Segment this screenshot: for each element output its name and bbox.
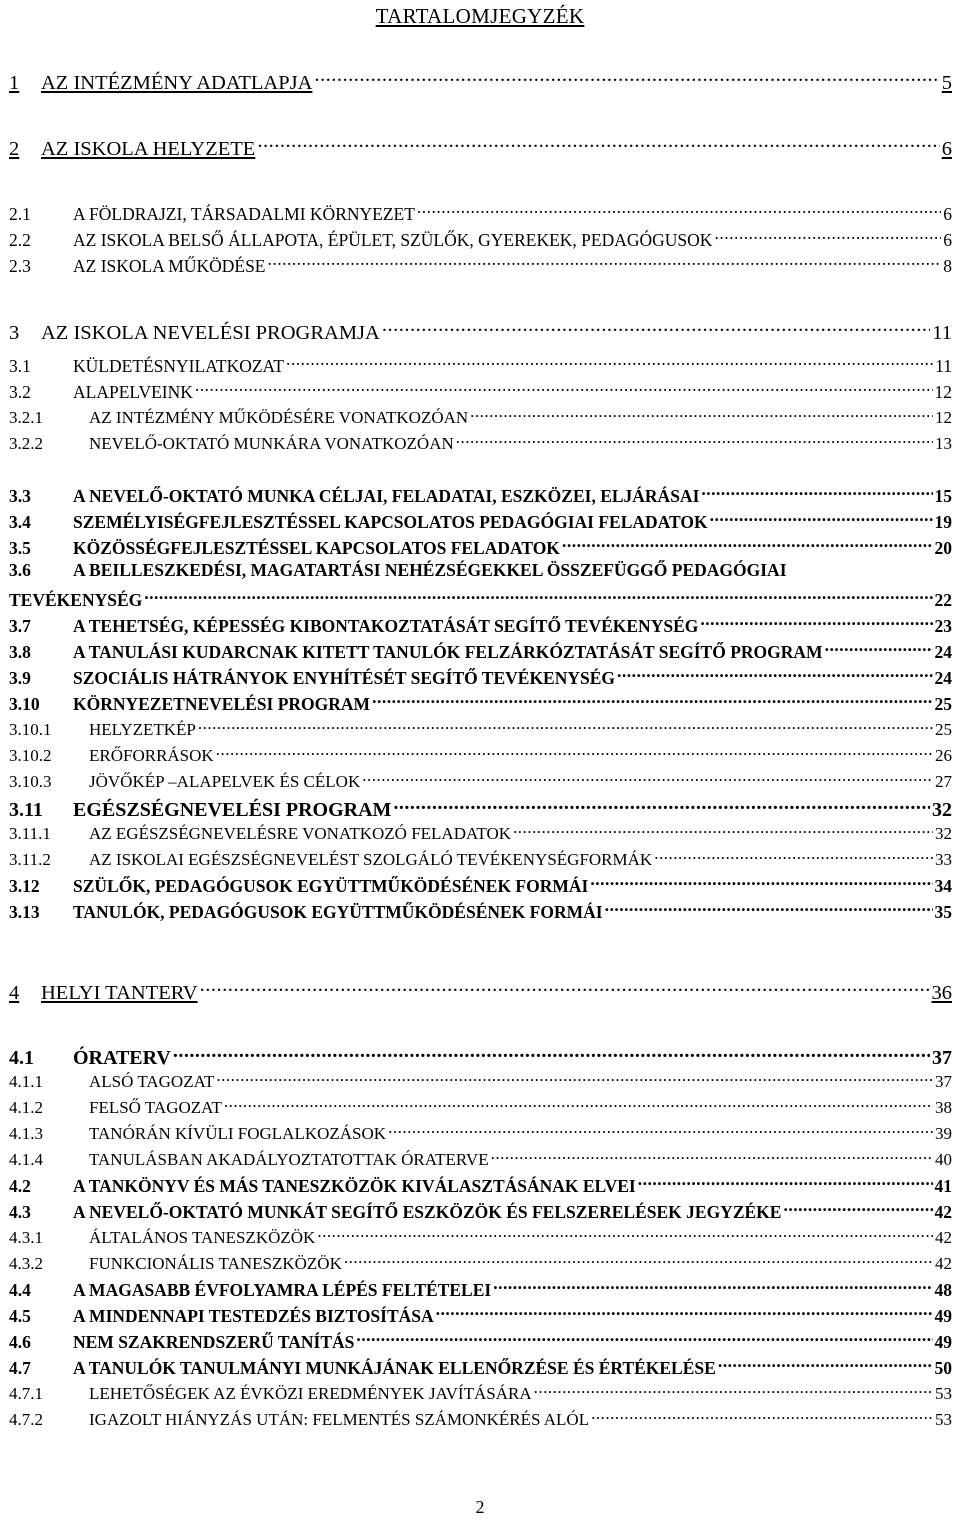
toc-entry-number: 3.6 xyxy=(9,560,31,580)
toc-entry-title: AZ ISKOLA HELYZETE xyxy=(41,137,256,160)
toc-entry-page: 49 xyxy=(934,1331,952,1352)
toc-entry-number: 4.6 xyxy=(9,1331,31,1352)
toc-entry-title: LEHETŐSÉGEK AZ ÉVKÖZI EREDMÉNYEK JAVÍTÁSÁRA xyxy=(89,1384,532,1403)
toc-entry[interactable] xyxy=(9,874,952,895)
toc-entry-number: 3.7 xyxy=(9,615,31,636)
dot-leader xyxy=(393,796,930,816)
toc-entry-title: A FÖLDRAJZI, TÁRSADALMI KÖRNYEZET xyxy=(73,203,415,224)
toc-entry[interactable] xyxy=(9,432,952,452)
toc-entry-number: 4.1.4 xyxy=(9,1150,43,1169)
toc-entry-page: 37 xyxy=(932,1047,952,1069)
toc-entry-title: HELYI TANTERV xyxy=(41,981,198,1004)
dot-leader xyxy=(825,640,933,658)
toc-entry-page: 8 xyxy=(943,255,952,276)
toc-entry-number: 2.2 xyxy=(9,229,31,250)
dot-leader xyxy=(783,1200,932,1218)
toc-entry[interactable] xyxy=(9,134,952,159)
dot-leader xyxy=(605,900,933,918)
toc-entry-title: A TANKÖNYV ÉS MÁS TANESZKÖZÖK KIVÁLASZTÁSÁNAK ELVEI xyxy=(73,1175,636,1196)
toc-entry-title: ALSÓ TAGOZAT xyxy=(89,1072,215,1091)
dot-leader xyxy=(388,1122,933,1139)
toc-entry-number: 3.13 xyxy=(9,901,40,922)
dot-leader xyxy=(513,822,933,839)
toc-entry-page: 24 xyxy=(934,641,952,662)
dot-leader xyxy=(317,1226,933,1243)
toc-entry[interactable] xyxy=(9,1408,952,1428)
toc-entry-title: A BEILLESZKEDÉSI, MAGATARTÁSI NEHÉZSÉGEKKEL ÖSSZEFÜGGŐ PEDAGÓGIAI xyxy=(73,560,787,580)
toc-entry-title: SZOCIÁLIS HÁTRÁNYOK ENYHÍTÉSÉT SEGÍTŐ TEVÉKENYSÉG xyxy=(73,667,616,688)
toc-entry[interactable] xyxy=(9,318,952,343)
toc-entry[interactable] xyxy=(9,1174,952,1195)
toc-entry-page: 25 xyxy=(934,693,952,714)
dot-leader xyxy=(700,614,932,632)
toc-entry-page: 22 xyxy=(934,589,952,610)
toc-entry[interactable] xyxy=(9,228,952,249)
toc-entry-title: FUNKCIONÁLIS TANESZKÖZÖK xyxy=(89,1254,342,1273)
dot-leader xyxy=(224,1096,933,1113)
toc-entry-number: 3.3 xyxy=(9,485,31,506)
toc-entry-title: KÜLDETÉSNYILATKOZAT xyxy=(73,355,284,376)
toc-entry-number: 4.5 xyxy=(9,1305,31,1326)
toc-entry-page: 39 xyxy=(935,1124,952,1143)
toc-entry-title: A NEVELŐ-OKTATÓ MUNKÁT SEGÍTŐ ESZKÖZÖK ÉS FELSZERELÉSEK JEGYZÉKE xyxy=(73,1201,782,1222)
toc-entry-number: 3.11.1 xyxy=(9,824,51,843)
dot-leader xyxy=(372,692,932,710)
toc-entry-title: A TANULÓK TANULMÁNYI MUNKÁJÁNAK ELLENŐRZÉSE ÉS ÉRTÉKELÉSE xyxy=(73,1357,716,1378)
toc-entry-title: NEVELŐ-OKTATÓ MUNKÁRA VONATKOZÓAN xyxy=(89,434,454,453)
toc-entry-title: ÓRATERV xyxy=(73,1047,171,1069)
dot-leader xyxy=(436,1304,933,1322)
toc-entry-page: 41 xyxy=(934,1175,952,1196)
toc-entry-title: TANULÓK, PEDAGÓGUSOK EGYÜTTMŰKÖDÉSÉNEK FORMÁI xyxy=(73,901,603,922)
toc-entry[interactable] xyxy=(9,848,952,868)
toc-entry[interactable] xyxy=(9,354,952,375)
toc-entry-number: 4.3 xyxy=(9,1201,31,1222)
toc-entry[interactable] xyxy=(9,536,952,557)
toc-entry-number: 3.12 xyxy=(9,875,40,896)
toc-entry-page: 19 xyxy=(934,511,952,532)
toc-entry[interactable] xyxy=(9,510,952,531)
toc-entry-number: 4.7.1 xyxy=(9,1384,43,1403)
dot-leader xyxy=(216,744,933,761)
dot-leader xyxy=(456,432,933,449)
toc-entry-page: 5 xyxy=(941,71,952,94)
dot-leader xyxy=(257,134,939,155)
toc-entry-page: 15 xyxy=(934,485,952,506)
toc-entry-page: 42 xyxy=(935,1254,952,1273)
toc-entry-number: 3.2.1 xyxy=(9,408,43,427)
toc-entry-title: A TANULÁSI KUDARCNAK KITETT TANULÓK FELZÁRKÓZTATÁSÁT SEGÍTŐ PROGRAM xyxy=(73,641,823,662)
dot-leader xyxy=(701,484,932,502)
toc-entry-title: AZ ISKOLA NEVELÉSI PROGRAMJA xyxy=(41,321,380,344)
toc-entry[interactable] xyxy=(9,640,952,661)
toc-entry[interactable] xyxy=(9,1200,952,1221)
toc-entry[interactable] xyxy=(9,202,952,223)
toc-entry-page: 20 xyxy=(934,537,952,558)
toc-entry-number: 4 xyxy=(9,981,20,1004)
toc-entry-page: 23 xyxy=(934,615,952,636)
toc-entry[interactable] xyxy=(9,1148,952,1168)
dot-leader xyxy=(591,1408,933,1425)
toc-entry-page: 37 xyxy=(935,1072,952,1091)
toc-entry[interactable] xyxy=(9,1226,952,1246)
dot-leader xyxy=(200,978,930,999)
toc-entry-page: 53 xyxy=(935,1384,952,1403)
toc-entry[interactable] xyxy=(9,770,952,790)
toc-entry-title: HELYZETKÉP xyxy=(89,720,196,739)
dot-leader xyxy=(534,1382,933,1399)
dot-leader xyxy=(382,318,930,339)
toc-entry-title: FELSŐ TAGOZAT xyxy=(89,1098,222,1117)
dot-leader xyxy=(344,1252,933,1269)
dot-leader xyxy=(417,202,941,220)
toc-entry-page: 35 xyxy=(934,901,952,922)
toc-entry-page: 6 xyxy=(943,203,952,224)
toc-entry[interactable] xyxy=(9,614,952,635)
toc-entry[interactable] xyxy=(9,380,952,401)
toc-entry[interactable] xyxy=(9,718,952,738)
toc-entry-continuation[interactable] xyxy=(9,588,952,609)
dot-leader xyxy=(710,510,933,528)
toc-entry-number: 4.7 xyxy=(9,1357,31,1378)
toc-entry[interactable] xyxy=(9,822,952,842)
dot-leader xyxy=(268,254,942,272)
dot-leader xyxy=(562,536,933,554)
toc-entry-title: SZEMÉLYISÉGFEJLESZTÉSSEL KAPCSOLATOS PEDAGÓGIAI FELADATOK xyxy=(73,511,708,532)
toc-title: TARTALOMJEGYZÉK xyxy=(375,4,585,28)
dot-leader xyxy=(195,380,933,398)
toc-entry-number: 3.10.3 xyxy=(9,772,52,791)
toc-entry-number: 4.3.1 xyxy=(9,1228,43,1247)
toc-entry[interactable] xyxy=(9,692,952,713)
toc-entry-title: A TEHETSÉG, KÉPESSÉG KIBONTAKOZTATÁSÁT SEGÍTŐ TEVÉKENYSÉG xyxy=(73,615,699,636)
toc-entry-title: ERŐFORRÁSOK xyxy=(89,746,214,765)
toc-entry-title: AZ ISKOLA BELSŐ ÁLLAPOTA, ÉPÜLET, SZÜLŐK, GYEREKEK, PEDAGÓGUSOK xyxy=(73,229,713,250)
toc-entry-number: 1 xyxy=(9,71,20,94)
toc-entry[interactable] xyxy=(9,1330,952,1351)
dot-leader xyxy=(216,1070,933,1087)
dot-leader xyxy=(718,1356,933,1374)
dot-leader xyxy=(314,68,939,89)
toc-entry-page: 26 xyxy=(935,746,952,765)
toc-entry-number: 3.2 xyxy=(9,381,31,402)
toc-entry[interactable] xyxy=(9,562,952,580)
dot-leader xyxy=(714,228,941,246)
toc-entry-page: 50 xyxy=(934,1357,952,1378)
toc-entry-number: 3.9 xyxy=(9,667,31,688)
toc-entry-title: NEM SZAKRENDSZERŰ TANÍTÁS xyxy=(73,1331,355,1352)
toc-entry-page: 32 xyxy=(932,799,952,821)
toc-entry-title: KÖRNYEZETNEVELÉSI PROGRAM xyxy=(73,693,371,714)
toc-entry-title: ÁLTALÁNOS TANESZKÖZÖK xyxy=(89,1228,316,1247)
toc-entry-number: 3.11.2 xyxy=(9,850,51,869)
toc-entry-number: 3.1 xyxy=(9,355,31,376)
toc-entry-title: IGAZOLT HIÁNYZÁS UTÁN: FELMENTÉS SZÁMONKÉRÉS ALÓL xyxy=(89,1410,590,1429)
toc-entry-number: 2.1 xyxy=(9,203,31,224)
toc-entry[interactable] xyxy=(9,978,952,1003)
toc-entry-title-cont: TEVÉKENYSÉG xyxy=(9,589,143,610)
toc-entry[interactable] xyxy=(9,1252,952,1272)
toc-entry-number: 3 xyxy=(9,321,20,344)
toc-entry-page: 34 xyxy=(934,875,952,896)
toc-entry-number: 4.1.2 xyxy=(9,1098,43,1117)
dot-leader xyxy=(638,1174,933,1192)
toc-entry-number: 3.10.2 xyxy=(9,746,52,765)
toc-entry[interactable] xyxy=(9,406,952,426)
dot-leader xyxy=(617,666,932,684)
toc-entry-number: 3.10.1 xyxy=(9,720,52,739)
toc-entry-title: AZ INTÉZMÉNY ADATLAPJA xyxy=(41,71,313,94)
toc-entry-page: 32 xyxy=(935,824,952,843)
toc-entry-page: 40 xyxy=(935,1150,952,1169)
toc-entry-title: KÖZÖSSÉGFEJLESZTÉSSEL KAPCSOLATOS FELADATOK xyxy=(73,537,560,558)
toc-entry-page: 38 xyxy=(935,1098,952,1117)
toc-entry-title: AZ EGÉSZSÉGNEVELÉSRE VONATKOZÓ FELADATOK xyxy=(89,824,511,843)
dot-leader xyxy=(286,354,933,372)
toc-entry-number: 3.5 xyxy=(9,537,31,558)
toc-entry-page: 42 xyxy=(935,1228,952,1247)
toc-entry-page: 24 xyxy=(934,667,952,688)
toc-entry-number: 4.4 xyxy=(9,1279,31,1300)
toc-entry-title: AZ ISKOLAI EGÉSZSÉGNEVELÉST SZOLGÁLÓ TEVÉKENYSÉGFORMÁK xyxy=(89,850,653,869)
toc-entry[interactable] xyxy=(9,666,952,687)
dot-leader xyxy=(491,1148,933,1165)
toc-entry-page: 36 xyxy=(931,981,952,1004)
toc-entry[interactable] xyxy=(9,1304,952,1325)
dot-leader xyxy=(362,770,933,787)
toc-entry-title: JÖVŐKÉP –ALAPELVEK ÉS CÉLOK xyxy=(89,772,361,791)
dot-leader xyxy=(356,1330,932,1348)
toc-entry-title: A MAGASABB ÉVFOLYAMRA LÉPÉS FELTÉTELEI xyxy=(73,1279,492,1300)
toc-entry[interactable] xyxy=(9,1356,952,1377)
toc-entry-title: ALAPELVEINK xyxy=(73,381,193,402)
toc-entry-page: 42 xyxy=(934,1201,952,1222)
toc-entry-page: 33 xyxy=(935,850,952,869)
dot-leader xyxy=(470,406,933,423)
toc-entry[interactable] xyxy=(9,1070,952,1090)
toc-entry-number: 4.2 xyxy=(9,1175,31,1196)
toc-entry-title: A MINDENNAPI TESTEDZÉS BIZTOSÍTÁSA xyxy=(73,1305,434,1326)
toc-entry-title: AZ INTÉZMÉNY MŰKÖDÉSÉRE VONATKOZÓAN xyxy=(89,408,469,427)
toc-entry-page: 13 xyxy=(935,434,952,453)
toc-entry-number: 3.4 xyxy=(9,511,31,532)
toc-entry-number: 4.1 xyxy=(9,1047,34,1069)
toc-entry-number: 4.7.2 xyxy=(9,1410,43,1429)
toc-entry-number: 2 xyxy=(9,137,20,160)
toc-entry-page: 11 xyxy=(932,321,952,344)
toc-entry[interactable] xyxy=(9,1382,952,1402)
toc-entry-page: 53 xyxy=(935,1410,952,1429)
toc-entry-page: 27 xyxy=(935,772,952,791)
toc-entry-number: 4.1.1 xyxy=(9,1072,43,1091)
toc-entry-page: 49 xyxy=(934,1305,952,1326)
dot-leader xyxy=(493,1278,932,1296)
toc-entry-title: A NEVELŐ-OKTATÓ MUNKA CÉLJAI, FELADATAI, ESZKÖZEI, ELJÁRÁSAI xyxy=(73,485,700,506)
dot-leader xyxy=(173,1044,930,1064)
toc-entry[interactable] xyxy=(9,484,952,505)
toc-entry-title: AZ ISKOLA MŰKÖDÉSE xyxy=(73,255,266,276)
toc-entry[interactable] xyxy=(9,1278,952,1299)
toc-entry-page: 6 xyxy=(941,137,952,160)
toc-entry[interactable] xyxy=(9,744,952,764)
toc-entry-number: 3.2.2 xyxy=(9,434,43,453)
toc-entry-page: 12 xyxy=(934,381,952,402)
dot-leader xyxy=(590,874,932,892)
toc-entry[interactable] xyxy=(9,1096,952,1116)
toc-entry-title: TANULÁSBAN AKADÁLYOZTATOTTAK ÓRATERVE xyxy=(89,1150,489,1169)
toc-entry-number: 3.8 xyxy=(9,641,31,662)
toc-entry-title: EGÉSZSÉGNEVELÉSI PROGRAM xyxy=(73,799,392,821)
toc-entry-page: 11 xyxy=(935,355,952,376)
dot-leader xyxy=(654,848,933,865)
dot-leader xyxy=(198,718,933,735)
toc-entry[interactable] xyxy=(9,68,952,93)
toc-entry-number: 3.11 xyxy=(9,799,43,821)
toc-entry-title: TANÓRÁN KÍVÜLI FOGLALKOZÁSOK xyxy=(89,1124,387,1143)
toc-entry-page: 12 xyxy=(935,408,952,427)
toc-entry[interactable] xyxy=(9,1044,952,1068)
toc-entry[interactable] xyxy=(9,1122,952,1142)
toc-entry-number: 4.3.2 xyxy=(9,1254,43,1273)
toc-entry-page: 25 xyxy=(935,720,952,739)
toc-entry[interactable] xyxy=(9,900,952,921)
page-number: 2 xyxy=(475,1497,485,1517)
toc-entry[interactable] xyxy=(9,254,952,275)
toc-entry-page: 6 xyxy=(943,229,952,250)
toc-entry-title: SZÜLŐK, PEDAGÓGUSOK EGYÜTTMŰKÖDÉSÉNEK FORMÁI xyxy=(73,875,589,896)
toc-entry-number: 3.10 xyxy=(9,693,40,714)
toc-entry-page: 48 xyxy=(934,1279,952,1300)
toc-entry[interactable] xyxy=(9,796,952,820)
dot-leader xyxy=(144,588,932,606)
toc-entry-number: 2.3 xyxy=(9,255,31,276)
toc-entry-number: 4.1.3 xyxy=(9,1124,43,1143)
